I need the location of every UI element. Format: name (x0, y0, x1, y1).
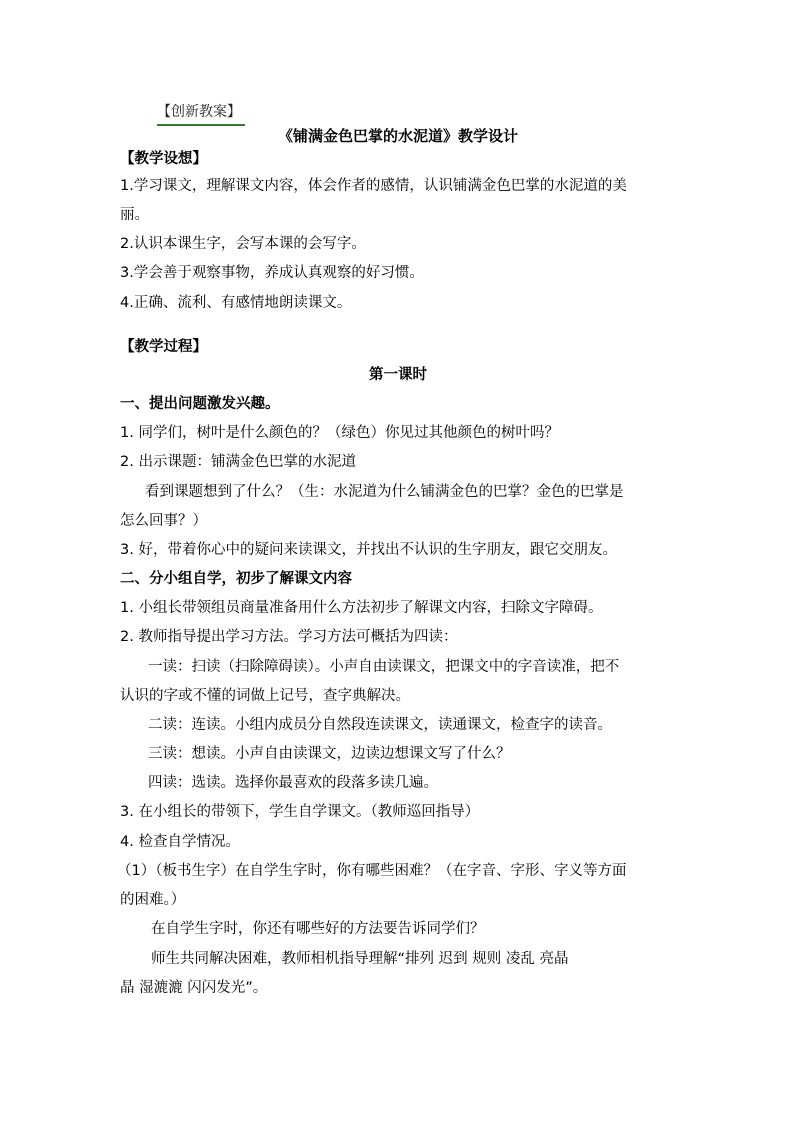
paragraph-line: 1. 小组长带领组员商量准备用什么方法初步了解课文内容，扫除文字障碍。 (120, 600, 603, 616)
paragraph-line: 四读：选读。选择你最喜欢的段落多读几遍。 (148, 775, 438, 791)
design-item: 3.学会善于观察事物，养成认真观察的好习惯。 (120, 265, 424, 281)
design-heading: 【教学设想】 (120, 151, 207, 167)
innovation-tag: 【创新教案】 (157, 102, 245, 126)
paragraph-line: 3. 好，带着你心中的疑问来读课文，并找出不认识的生字朋友，跟它交朋友。 (120, 542, 617, 558)
paragraph-line: 看到课题想到了什么？（生：水泥道为什么铺满金色的巴掌？金色的巴掌是 (145, 484, 624, 500)
paragraph-line: 的困难。） (120, 892, 186, 908)
document-title: 《铺满金色巴掌的水泥道》教学设计 (277, 127, 518, 145)
paragraph-line: 2. 教师指导提出学习方法。学习方法可概括为四读： (120, 629, 458, 645)
paragraph-line: （1）（板书生字）在自学生字时，你有哪些困难？（在字音、字形、字义等方面 (117, 863, 627, 879)
paragraph-line: 认识的字或不懂的词做上记号，查字典解决。 (120, 688, 410, 704)
paragraph-line: 晶 湿漉漉 闪闪发光”。 (120, 980, 268, 996)
section-heading: 一、提出问题激发兴趣。 (120, 396, 280, 412)
paragraph-line: 1. 同学们，树叶是什么颜色的？（绿色）你见过其他颜色的树叶吗？ (120, 425, 559, 441)
paragraph-line: 二读：连读。小组内成员分自然段连读课文，读通课文，检查字的读音。 (148, 717, 612, 733)
paragraph-line: 一读：扫读（扫除障碍读）。小声自由读课文，把课文中的字音读准，把不 (148, 659, 620, 675)
paragraph-line: 2. 出示课题：铺满金色巴掌的水泥道 (120, 454, 356, 470)
paragraph-line: 三读：想读。小声自由读课文，边读边想课文写了什么？ (148, 746, 511, 762)
section-heading: 二、分小组自学，初步了解课文内容 (120, 571, 352, 587)
paragraph-line: 4. 检查自学情况。 (120, 834, 240, 850)
paragraph-line: 在自学生字时，你还有哪些好的方法要告诉同学们？ (151, 921, 485, 937)
paragraph-line: 师生共同解决困难，教师相机指导理解“排列 迟到 规则 凌乱 亮晶 (151, 951, 569, 967)
design-item: 2.认识本课生字，会写本课的会写字。 (120, 236, 366, 252)
design-item: 丽。 (120, 207, 149, 223)
process-heading: 【教学过程】 (120, 339, 207, 355)
paragraph-line: 怎么回事？） (120, 513, 207, 529)
design-item: 1.学习课文，理解课文内容，体会作者的感情，认识铺满金色巴掌的水泥道的美 (120, 178, 627, 194)
paragraph-line: 3. 在小组长的带领下，学生自学课文。（教师巡回指导） (120, 804, 480, 820)
lesson-title: 第一课时 (369, 367, 427, 383)
design-item: 4.正确、流利、有感情地朗读课文。 (120, 295, 352, 311)
